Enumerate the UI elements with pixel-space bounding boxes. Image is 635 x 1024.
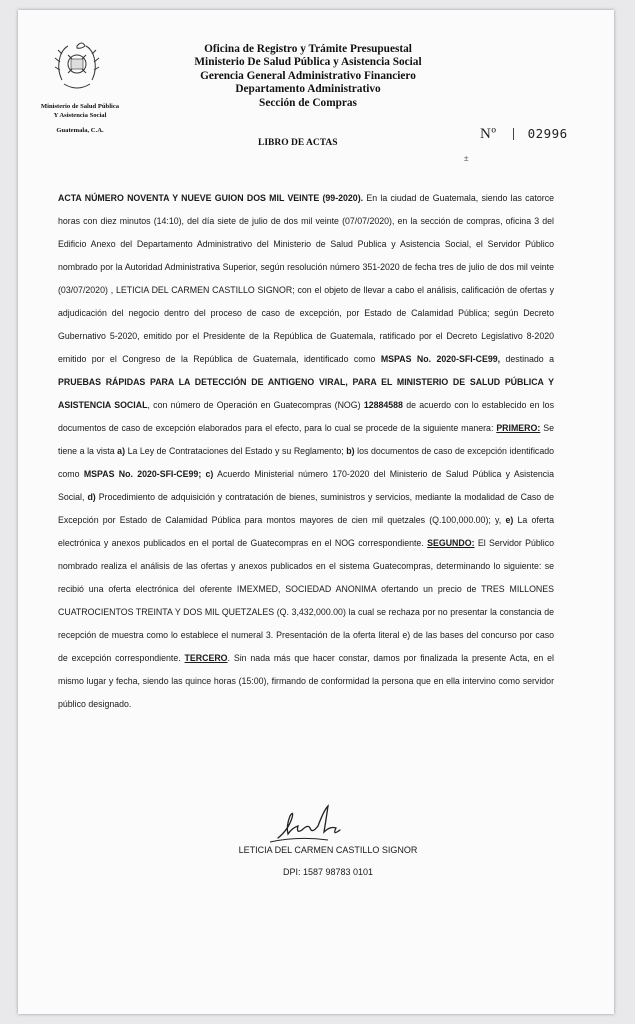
header-line4: Departamento Administrativo: [235, 83, 381, 96]
number-symbol: Nº: [480, 126, 497, 142]
acta-text: Procedimiento de adquisición y contratación de bienes, suministros y servicios, mediante la modalidad de Caso de Excepción por Estado de Calamidad Pública para montos mayores de cien mil quetzales (Q.100,000.00); y,: [58, 492, 554, 525]
acta-bold: MSPAS No. 2020-SFI-CE99; c): [83, 469, 214, 479]
number-value: 02996: [527, 126, 568, 141]
institution-seal-caption: [20, 102, 140, 135]
acta-text: los documentos de caso de excepción identificado como: [58, 446, 554, 479]
acta-bold: e): [505, 515, 514, 525]
acta-heading: ACTA NÚMERO NOVENTA Y NUEVE GUION DOS MIL VEINTE (99-2020).: [58, 193, 364, 203]
seal-line2: Y Asistencia Social: [53, 112, 107, 119]
seal-city: Guatemala, C.A.: [56, 127, 104, 134]
acta-text: Se tiene a la vista: [58, 423, 554, 456]
header-line2: Ministerio De Salud Pública y Asistencia Social: [194, 56, 422, 69]
acta-text: La Ley de Contrataciones del Estado y su Reglamento;: [125, 446, 347, 456]
signer-dpi: DPI: 1587 98783 0101: [282, 867, 374, 877]
section-tercero: TERCERO: [184, 653, 228, 663]
document-page: [18, 10, 614, 1014]
acta-bold: PRUEBAS RÁPIDAS PARA LA DETECCIÓN DE ANTIGENO VIRAL, PARA EL MINISTERIO DE SALUD PÚBLICA Y ASISTENCIA SOCIAL: [58, 377, 554, 410]
acta-text: destinado a: [500, 354, 554, 364]
acta-text: . Sin nada más que hacer constar, damos por finalizada la presente Acta, en el mismo lugar y fecha, siendo las quince horas (15:00), firmando de conformidad la persona que en ella intervino como servidor público designado.: [58, 653, 554, 709]
handwritten-signature: [258, 800, 358, 850]
acta-text: En la ciudad de Guatemala, siendo las catorce horas con diez minutos (14:10), del día siete de julio de dos mil veinte (07/07/2020), en la sección de compras, oficina 3 del Edificio Anexo del Departamento Administrativo del Ministerio de Salud Publica y Asistencia Social, el Servidor Público nombrado por la Autoridad Administrativa Superior, según resolución número 351-2020 de fecha tres de julio de dos mil veinte (03/07/2020) , LETICIA DEL CARMEN CASTILLO SIGNOR; con el objeto de llevar a cabo el análisis, calificación de ofertas y adjudicación del negocio dentro del proceso de caso de excepción, por Estado de Calamidad Pública; según Decreto Gubernativo 5-2020, emitido por el Presidente de la República de Guatemala, ratificado por el Decreto Legislativo 8-2020 emitido por el Congreso de la República de Guatemala, identificado como: [58, 193, 555, 364]
acta-body: [58, 187, 554, 716]
acta-bold: 12884588: [363, 400, 403, 410]
header-line1: Oficina de Registro y Trámite Presupuestal: [204, 43, 412, 55]
acta-text: de acuerdo con lo establecido en los documentos de caso de excepción elaborados para el efecto, para lo cual se procede de la siguiente manera:: [58, 400, 554, 433]
tick-mark: ±: [464, 154, 469, 163]
libro-de-actas-title: LIBRO DE ACTAS: [258, 138, 338, 148]
acta-bold: a): [117, 446, 125, 456]
acta-bold: MSPAS No. 2020-SFI-CE99,: [380, 354, 501, 364]
acta-text: , con número de Operación en Guatecompras (NOG): [147, 400, 364, 410]
acta-bold: b): [346, 446, 355, 456]
acta-paragraph: [58, 187, 554, 716]
document-number: [480, 126, 568, 143]
section-primero: PRIMERO:: [496, 423, 541, 433]
acta-bold: d): [87, 492, 96, 502]
header-line3: Gerencia General Administrativo Financiero: [200, 69, 416, 82]
acta-text: El Servidor Público nombrado realiza el análisis de las ofertas y anexos publicados en el sistema Guatecompras, determinando lo siguiente: se recibió una oferta electrónica del oferente IMEXMED, SOCIEDAD ANONIMA ofertando un precio de TRES MILLONES CUATROCIENTOS TREINTA Y DOS MIL QUETZALES (Q. 3,432,000.00) la cual se rechaza por no presentar la constancia de recepción de muestra como lo establece el numeral 3. Presentación de la oferta literal e) de las bases del concurso por caso de excepción correspondiente.: [58, 538, 554, 663]
header-line5: Sección de Compras: [259, 96, 357, 109]
acta-text: La oferta electrónica y anexos publicados en el portal de Guatecompras en el NOG correspondiente.: [58, 515, 554, 548]
coat-of-arms-icon: [52, 40, 102, 100]
signer-name: LETICIA DEL CARMEN CASTILLO SIGNOR: [238, 845, 418, 855]
seal-line1: Ministerio de Salud Pública: [40, 103, 120, 110]
acta-text: Acuerdo Ministerial número 170-2020 del Ministerio de Salud Pública y Asistencia Social,: [58, 469, 554, 502]
number-divider: [513, 128, 520, 140]
document-header: [148, 43, 468, 110]
section-segundo: SEGUNDO:: [427, 538, 475, 548]
